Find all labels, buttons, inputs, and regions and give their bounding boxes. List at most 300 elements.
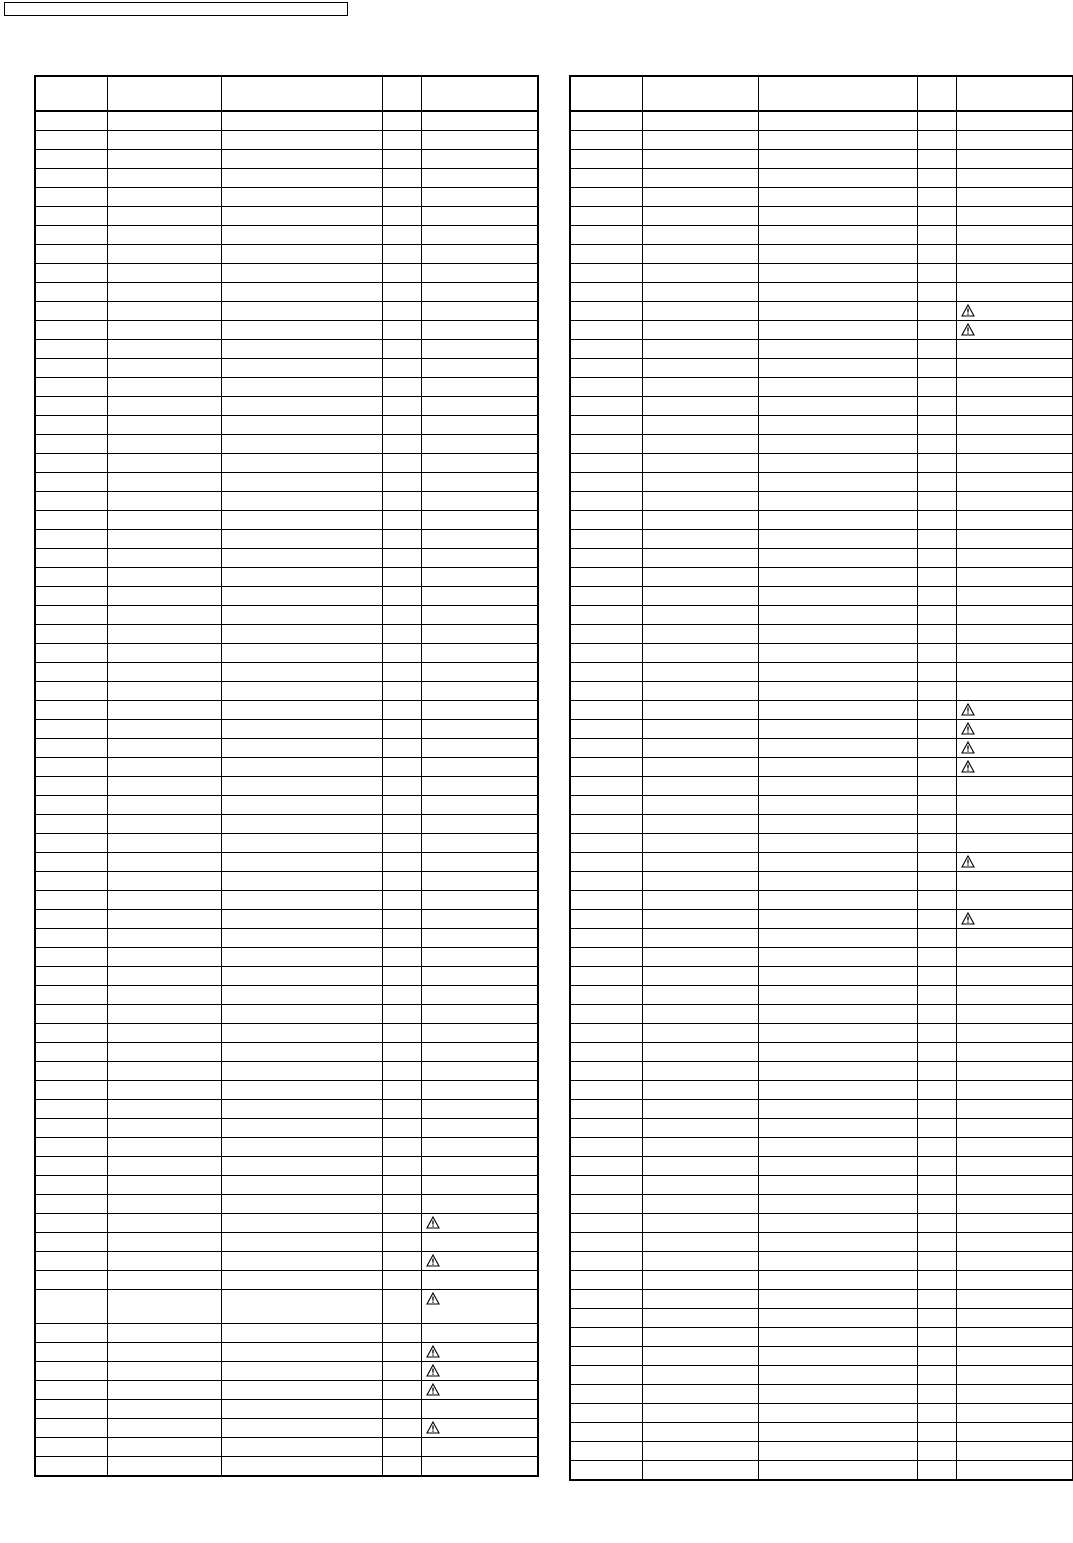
table-cell	[221, 1419, 382, 1438]
table-cell	[570, 150, 642, 169]
table-cell	[35, 1438, 107, 1457]
table-cell	[382, 264, 421, 283]
table-cell	[758, 777, 917, 796]
table-cell	[642, 834, 758, 853]
table-cell	[421, 435, 538, 454]
table-row	[35, 340, 538, 359]
table-cell	[570, 302, 642, 321]
table-cell	[107, 131, 221, 150]
table-cell	[221, 1214, 382, 1233]
table-cell	[35, 207, 107, 226]
table-row	[570, 1043, 1073, 1062]
table-cell	[758, 1442, 917, 1461]
table-cell	[35, 530, 107, 549]
table-cell	[107, 549, 221, 568]
table-cell	[570, 435, 642, 454]
table-cell	[35, 644, 107, 663]
table-cell	[642, 169, 758, 188]
table-row	[570, 1252, 1073, 1271]
table-cell	[382, 1290, 421, 1324]
table-cell	[35, 1400, 107, 1419]
table-cell	[570, 188, 642, 207]
table-row	[570, 701, 1073, 720]
warning-triangle-icon	[961, 703, 975, 716]
table-row	[570, 891, 1073, 910]
table-row	[35, 853, 538, 872]
table-cell	[758, 796, 917, 815]
table-cell	[221, 207, 382, 226]
table-cell	[221, 359, 382, 378]
table-cell	[221, 1233, 382, 1252]
table-cell	[421, 758, 538, 777]
table-row	[35, 1290, 538, 1324]
table-cell	[421, 1157, 538, 1176]
table-cell	[758, 872, 917, 891]
table-cell	[421, 1043, 538, 1062]
table-cell	[421, 1195, 538, 1214]
table-row	[35, 929, 538, 948]
table-cell	[421, 701, 538, 720]
table-cell	[642, 1271, 758, 1290]
table-row	[570, 530, 1073, 549]
table-cell	[421, 967, 538, 986]
table-cell	[956, 1328, 1073, 1347]
table-cell	[107, 1138, 221, 1157]
table-cell	[642, 283, 758, 302]
table-cell	[642, 1233, 758, 1252]
table-cell	[221, 131, 382, 150]
table-cell	[758, 1423, 917, 1442]
table-cell	[642, 435, 758, 454]
table-cell	[107, 1062, 221, 1081]
table-cell	[758, 511, 917, 530]
table-cell	[221, 321, 382, 340]
column-header	[758, 76, 917, 111]
table-cell	[421, 1119, 538, 1138]
column-header	[917, 76, 956, 111]
table-cell	[917, 587, 956, 606]
table-cell	[956, 1309, 1073, 1328]
table-cell	[642, 815, 758, 834]
table-cell	[35, 682, 107, 701]
table-row	[35, 720, 538, 739]
table-cell	[107, 530, 221, 549]
table-row	[570, 435, 1073, 454]
table-cell	[758, 1366, 917, 1385]
table-cell	[421, 1100, 538, 1119]
table-cell	[421, 283, 538, 302]
table-cell	[570, 492, 642, 511]
table-cell	[382, 1419, 421, 1438]
table-row	[35, 948, 538, 967]
table-row	[35, 1233, 538, 1252]
table-row	[35, 1157, 538, 1176]
table-cell	[421, 1024, 538, 1043]
table-cell	[956, 435, 1073, 454]
table-row	[570, 1024, 1073, 1043]
table-cell	[570, 701, 642, 720]
table-cell	[107, 1381, 221, 1400]
table-cell	[758, 454, 917, 473]
table-cell	[917, 815, 956, 834]
table-cell	[570, 473, 642, 492]
table-cell	[382, 644, 421, 663]
table-cell	[107, 663, 221, 682]
table-cell	[917, 1214, 956, 1233]
table-row	[570, 359, 1073, 378]
table-cell	[221, 1005, 382, 1024]
table-cell	[35, 435, 107, 454]
table-cell	[956, 1195, 1073, 1214]
table-cell	[221, 549, 382, 568]
table-cell	[35, 359, 107, 378]
table-cell	[35, 872, 107, 891]
table-cell	[570, 587, 642, 606]
table-cell	[917, 1138, 956, 1157]
table-cell	[35, 1381, 107, 1400]
table-cell	[956, 682, 1073, 701]
table-cell	[382, 1362, 421, 1381]
table-cell	[421, 245, 538, 264]
table-row	[35, 796, 538, 815]
table-cell	[758, 188, 917, 207]
table-cell	[107, 1290, 221, 1324]
table-cell	[642, 340, 758, 359]
table-row	[570, 1442, 1073, 1461]
table-row	[35, 739, 538, 758]
table-cell	[642, 967, 758, 986]
table-cell	[917, 1271, 956, 1290]
table-cell	[107, 1024, 221, 1043]
table-row	[35, 1081, 538, 1100]
table-cell	[570, 416, 642, 435]
table-cell	[570, 1081, 642, 1100]
table-row	[35, 1024, 538, 1043]
table-cell	[35, 1271, 107, 1290]
table-cell	[570, 454, 642, 473]
table-cell	[421, 777, 538, 796]
table-cell	[642, 663, 758, 682]
table-cell	[107, 321, 221, 340]
table-row	[570, 131, 1073, 150]
table-cell	[917, 1043, 956, 1062]
table-cell	[107, 1157, 221, 1176]
table-cell	[421, 910, 538, 929]
table-row	[570, 625, 1073, 644]
table-cell	[758, 758, 917, 777]
table-cell	[382, 511, 421, 530]
table-cell	[421, 1176, 538, 1195]
table-cell	[917, 150, 956, 169]
table-row	[570, 1062, 1073, 1081]
table-cell	[107, 682, 221, 701]
table-cell	[956, 606, 1073, 625]
table-cell	[221, 1024, 382, 1043]
table-row	[570, 948, 1073, 967]
table-cell	[956, 549, 1073, 568]
table-cell	[917, 1176, 956, 1195]
table-cell	[758, 340, 917, 359]
table-cell	[107, 1195, 221, 1214]
table-cell	[758, 1271, 917, 1290]
table-cell	[642, 1005, 758, 1024]
table-cell	[570, 758, 642, 777]
table-cell	[956, 226, 1073, 245]
table-cell	[758, 1024, 917, 1043]
table-cell	[917, 1347, 956, 1366]
table-cell	[642, 872, 758, 891]
table-row	[570, 1005, 1073, 1024]
table-cell	[421, 796, 538, 815]
table-cell	[642, 568, 758, 587]
table-cell	[570, 872, 642, 891]
table-cell	[642, 1252, 758, 1271]
table-cell	[917, 1195, 956, 1214]
table-cell	[107, 492, 221, 511]
table-cell	[107, 188, 221, 207]
column-header	[107, 76, 221, 111]
table-cell	[570, 1233, 642, 1252]
table-cell	[107, 758, 221, 777]
table-cell	[956, 853, 1073, 872]
table-row	[570, 568, 1073, 587]
table-cell	[107, 111, 221, 131]
table-cell	[221, 1100, 382, 1119]
table-row	[35, 1271, 538, 1290]
table-cell	[107, 226, 221, 245]
table-cell	[570, 910, 642, 929]
table-cell	[107, 701, 221, 720]
table-cell	[221, 150, 382, 169]
table-cell	[758, 1214, 917, 1233]
table-cell	[917, 397, 956, 416]
table-cell	[221, 1457, 382, 1477]
table-cell	[956, 245, 1073, 264]
warning-triangle-icon	[426, 1421, 440, 1434]
table-cell	[221, 682, 382, 701]
table-cell	[35, 111, 107, 131]
table-cell	[421, 1457, 538, 1477]
table-cell	[221, 530, 382, 549]
table-cell	[917, 891, 956, 910]
table-cell	[758, 549, 917, 568]
table-cell	[642, 777, 758, 796]
table-cell	[758, 1005, 917, 1024]
table-cell	[35, 150, 107, 169]
table-cell	[758, 416, 917, 435]
table-cell	[642, 1290, 758, 1309]
table-cell	[421, 188, 538, 207]
table-cell	[917, 1404, 956, 1423]
table-cell	[956, 967, 1073, 986]
table-cell	[758, 815, 917, 834]
table-cell	[956, 169, 1073, 188]
table-cell	[758, 1385, 917, 1404]
table-cell	[421, 473, 538, 492]
table-cell	[35, 1290, 107, 1324]
table-cell	[758, 492, 917, 511]
table-cell	[917, 1328, 956, 1347]
table-row	[570, 929, 1073, 948]
table-cell	[642, 1176, 758, 1195]
table-cell	[758, 644, 917, 663]
table-cell	[642, 397, 758, 416]
warning-triangle-icon	[426, 1254, 440, 1267]
table-cell	[221, 777, 382, 796]
table-cell	[107, 1271, 221, 1290]
table-cell	[421, 1290, 538, 1324]
table-cell	[382, 834, 421, 853]
table-cell	[107, 1400, 221, 1419]
table-cell	[570, 530, 642, 549]
table-cell	[642, 739, 758, 758]
table-row	[570, 644, 1073, 663]
table-cell	[642, 188, 758, 207]
table-cell	[917, 872, 956, 891]
table-cell	[570, 739, 642, 758]
table-cell	[956, 872, 1073, 891]
table-cell	[956, 834, 1073, 853]
table-cell	[917, 492, 956, 511]
table-cell	[570, 720, 642, 739]
table-cell	[382, 1081, 421, 1100]
table-cell	[35, 701, 107, 720]
table-row	[35, 815, 538, 834]
table-cell	[421, 1062, 538, 1081]
table-cell	[917, 1157, 956, 1176]
table-cell	[917, 1309, 956, 1328]
table-cell	[382, 986, 421, 1005]
table-cell	[107, 1438, 221, 1457]
table-row	[35, 111, 538, 131]
table-cell	[570, 1252, 642, 1271]
table-cell	[917, 910, 956, 929]
table-cell	[642, 758, 758, 777]
table-cell	[917, 131, 956, 150]
table-cell	[642, 1309, 758, 1328]
table-cell	[421, 1138, 538, 1157]
table-row	[570, 777, 1073, 796]
table-cell	[956, 1100, 1073, 1119]
table-cell	[382, 1400, 421, 1419]
table-cell	[956, 264, 1073, 283]
table-row	[570, 796, 1073, 815]
table-cell	[221, 397, 382, 416]
table-row	[35, 986, 538, 1005]
table-row	[35, 264, 538, 283]
table-cell	[107, 1100, 221, 1119]
table-cell	[382, 606, 421, 625]
table-cell	[107, 169, 221, 188]
table-cell	[382, 872, 421, 891]
table-cell	[956, 720, 1073, 739]
table-cell	[642, 359, 758, 378]
table-cell	[382, 929, 421, 948]
table-cell	[642, 1081, 758, 1100]
table-cell	[382, 815, 421, 834]
table-cell	[221, 701, 382, 720]
table-cell	[221, 739, 382, 758]
table-cell	[642, 853, 758, 872]
table-cell	[758, 111, 917, 131]
table-cell	[382, 473, 421, 492]
table-cell	[917, 777, 956, 796]
table-cell	[35, 796, 107, 815]
table-cell	[917, 530, 956, 549]
table-row	[570, 169, 1073, 188]
table-cell	[570, 1423, 642, 1442]
table-cell	[35, 777, 107, 796]
table-cell	[642, 245, 758, 264]
table-cell	[107, 967, 221, 986]
table-row	[35, 1005, 538, 1024]
table-row	[570, 150, 1073, 169]
table-cell	[758, 1157, 917, 1176]
table-row	[570, 1214, 1073, 1233]
table-cell	[956, 1252, 1073, 1271]
table-cell	[382, 777, 421, 796]
table-row	[570, 378, 1073, 397]
table-cell	[35, 853, 107, 872]
table-row	[35, 1176, 538, 1195]
table-row	[570, 1195, 1073, 1214]
table-cell	[917, 568, 956, 587]
table-cell	[956, 416, 1073, 435]
table-cell	[758, 929, 917, 948]
table-cell	[642, 549, 758, 568]
parts-table-left	[34, 75, 539, 1477]
table-cell	[107, 568, 221, 587]
table-row	[570, 264, 1073, 283]
table-cell	[382, 321, 421, 340]
table-cell	[570, 929, 642, 948]
table-cell	[642, 1385, 758, 1404]
table-row	[570, 302, 1073, 321]
table-cell	[421, 1271, 538, 1290]
table-cell	[382, 1343, 421, 1362]
table-row	[35, 226, 538, 245]
table-cell	[956, 739, 1073, 758]
table-row	[35, 302, 538, 321]
table-cell	[917, 720, 956, 739]
table-cell	[642, 1442, 758, 1461]
table-cell	[421, 1343, 538, 1362]
table-cell	[642, 1062, 758, 1081]
table-cell	[917, 111, 956, 131]
warning-triangle-icon	[961, 722, 975, 735]
table-cell	[382, 549, 421, 568]
table-cell	[642, 1347, 758, 1366]
table-cell	[570, 796, 642, 815]
table-cell	[382, 131, 421, 150]
table-row	[35, 1252, 538, 1271]
table-cell	[956, 511, 1073, 530]
table-cell	[642, 1157, 758, 1176]
table-cell	[107, 1457, 221, 1477]
table-cell	[107, 340, 221, 359]
table-row	[35, 606, 538, 625]
table-cell	[642, 606, 758, 625]
table-cell	[421, 1214, 538, 1233]
table-cell	[382, 1324, 421, 1343]
table-cell	[917, 682, 956, 701]
table-cell	[35, 834, 107, 853]
table-cell	[382, 1062, 421, 1081]
table-row	[570, 549, 1073, 568]
table-cell	[758, 264, 917, 283]
table-row	[570, 473, 1073, 492]
table-row	[570, 1385, 1073, 1404]
